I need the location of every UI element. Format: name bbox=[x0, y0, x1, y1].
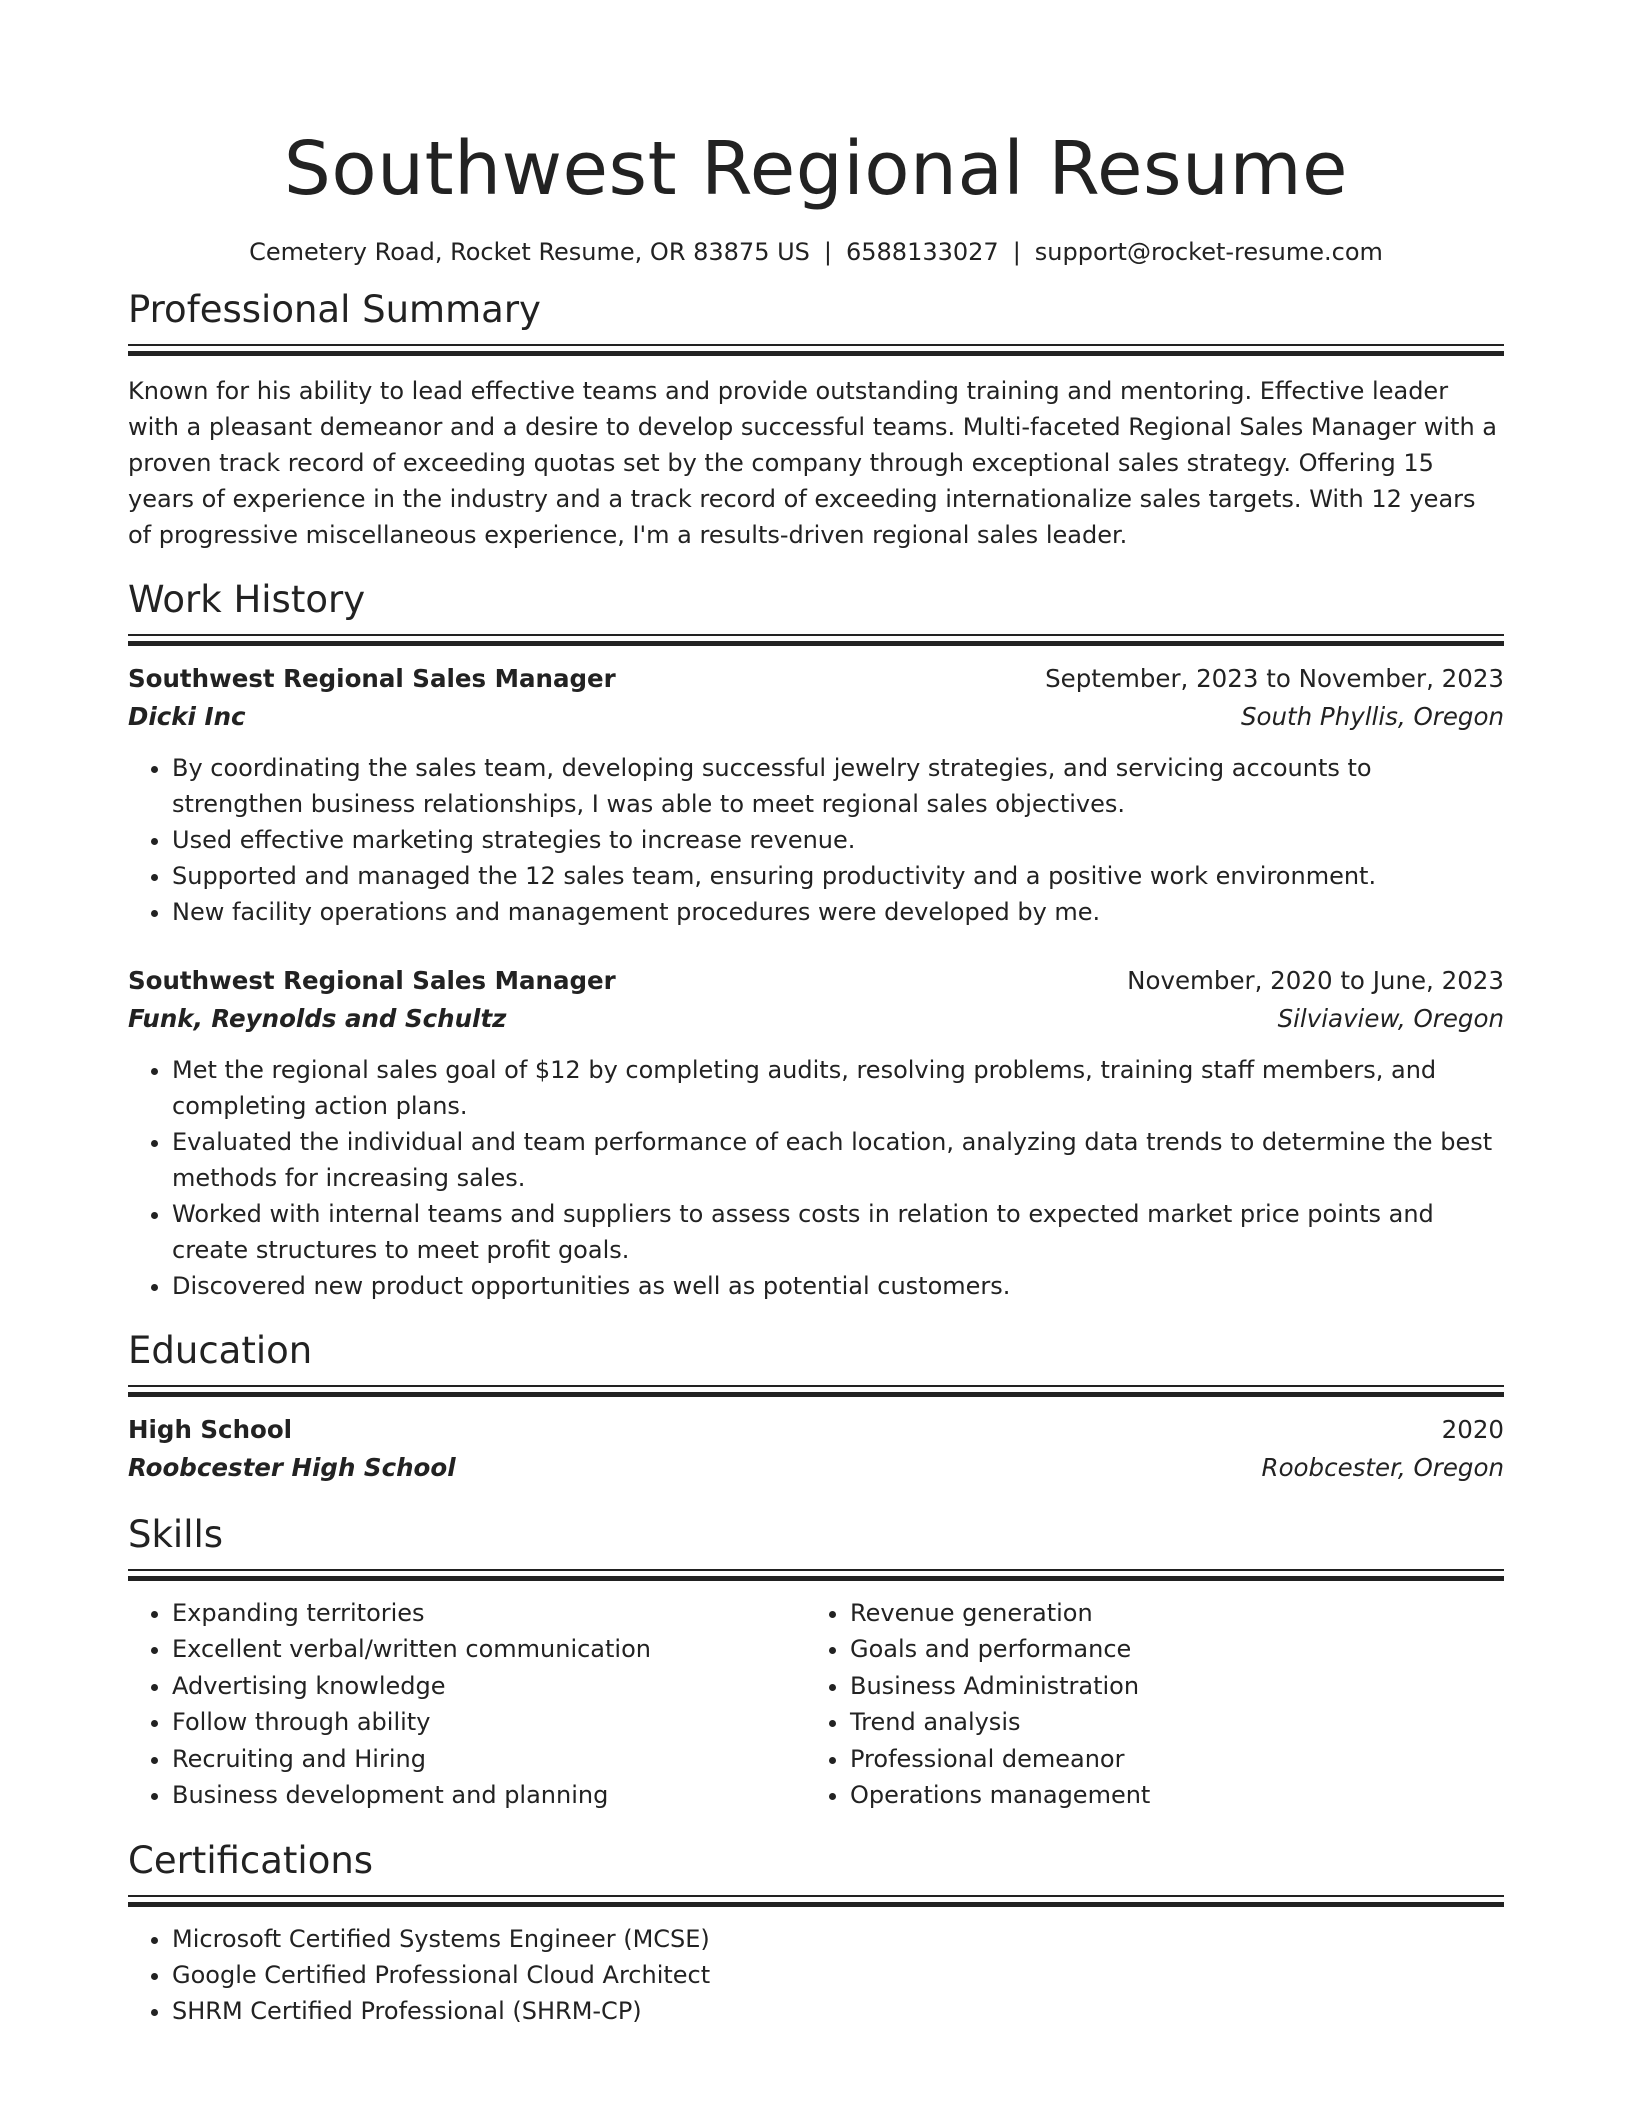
list-item: • Business Administration bbox=[850, 1668, 1484, 1704]
divider bbox=[128, 634, 1504, 636]
certifications-heading: Certifications bbox=[128, 1839, 374, 1883]
divider bbox=[128, 351, 1504, 356]
list-item: • Trend analysis bbox=[850, 1704, 1484, 1740]
list-item: • Advertising knowledge bbox=[172, 1668, 806, 1704]
skills-heading: Skills bbox=[128, 1513, 224, 1556]
education-school: Roobcester High School bbox=[128, 1453, 456, 1482]
list-item: • Professional demeanor bbox=[850, 1741, 1484, 1777]
resume-name: Southwest Regional Resume bbox=[283, 126, 1349, 212]
list-item: • Supported and managed the 12 sales team, ensuring productivity and a positive work environment. bbox=[172, 858, 1504, 894]
list-item: • Expanding territories bbox=[172, 1595, 806, 1631]
list-item: • Goals and performance bbox=[850, 1631, 1484, 1667]
contact-separator: | bbox=[823, 238, 832, 266]
contact-separator: | bbox=[1012, 238, 1021, 266]
job-title: Southwest Regional Sales Manager bbox=[128, 966, 616, 995]
list-item: • New facility operations and management procedures were developed by me. bbox=[172, 894, 1504, 930]
job-entry bbox=[128, 962, 1504, 1304]
job-title: Southwest Regional Sales Manager bbox=[128, 664, 616, 693]
certifications-section bbox=[128, 1839, 1504, 2029]
contact-address: Cemetery Road, Rocket Resume, OR 83875 US bbox=[249, 238, 810, 266]
contact-line bbox=[128, 236, 1504, 268]
list-item: • Worked with internal teams and suppliers to assess costs in relation to expected market price points and create structures to meet profit goals. bbox=[172, 1196, 1504, 1268]
education-section bbox=[128, 1329, 1504, 1487]
list-item: • Operations management bbox=[850, 1777, 1484, 1813]
list-item: • Follow through ability bbox=[172, 1704, 806, 1740]
list-item: • Used effective marketing strategies to increase revenue. bbox=[172, 822, 1504, 858]
list-item: • SHRM Certified Professional (SHRM-CP) bbox=[172, 1993, 1504, 2029]
education-location: Roobcester, Oregon bbox=[1261, 1453, 1504, 1482]
education-degree: High School bbox=[128, 1415, 293, 1444]
list-item: • Met the regional sales goal of $12 by completing audits, resolving problems, training staff members, and completing action plans. bbox=[172, 1052, 1504, 1124]
list-item: • Revenue generation bbox=[850, 1595, 1484, 1631]
education-heading: Education bbox=[128, 1329, 313, 1372]
job-subheader bbox=[128, 698, 1504, 736]
job-location: Silviaview, Oregon bbox=[1277, 1004, 1504, 1033]
contact-phone: 6588133027 bbox=[846, 238, 999, 266]
education-year: 2020 bbox=[1441, 1415, 1504, 1444]
work-section bbox=[128, 578, 1504, 1304]
job-bullets bbox=[128, 1052, 1504, 1304]
skills-grid bbox=[128, 1595, 1504, 1813]
job-company: Funk, Reynolds and Schultz bbox=[128, 1004, 507, 1033]
summary-heading: Professional Summary bbox=[128, 288, 541, 331]
job-bullets bbox=[128, 750, 1504, 930]
certifications-list bbox=[128, 1921, 1504, 2029]
education-subheader bbox=[128, 1449, 1504, 1487]
job-entry bbox=[128, 660, 1504, 930]
divider bbox=[128, 1895, 1504, 1897]
list-item: • Google Certified Professional Cloud Architect bbox=[172, 1957, 1504, 1993]
list-item: • Recruiting and Hiring bbox=[172, 1741, 806, 1777]
list-item: • By coordinating the sales team, developing successful jewelry strategies, and servicing accounts to strengthen business relationships, I was able to meet regional sales objectives. bbox=[172, 750, 1504, 822]
skills-column-right bbox=[806, 1595, 1484, 1813]
divider bbox=[128, 1392, 1504, 1397]
divider bbox=[128, 344, 1504, 346]
list-item: • Microsoft Certified Systems Engineer (MCSE) bbox=[172, 1921, 1504, 1957]
resume-page bbox=[128, 0, 1504, 2029]
summary-section bbox=[128, 288, 1504, 553]
job-header bbox=[128, 962, 1504, 1000]
list-item: • Business development and planning bbox=[172, 1777, 806, 1813]
job-dates: September, 2023 to November, 2023 bbox=[1045, 664, 1504, 693]
summary-text: Known for his ability to lead effective teams and provide outstanding training and mentoring. Effective leader with a pleasant demeanor and a desire to develop successful teams. Multi-faceted Regional Sales Manager with a proven track record of exceeding quotas set by the company through exceptional sales strategy. Offering 15 years of experience in the industry and a track record of exceeding internationalize sales targets. With 12 years of progressive miscellaneous experience, I'm a results-driven regional sales leader. bbox=[128, 377, 1497, 549]
list-item: • Discovered new product opportunities as well as potential customers. bbox=[172, 1268, 1504, 1304]
divider bbox=[128, 1902, 1504, 1907]
education-entry bbox=[128, 1411, 1504, 1487]
skills-section bbox=[128, 1513, 1504, 1813]
list-item: • Evaluated the individual and team performance of each location, analyzing data trends to determine the best methods for increasing sales. bbox=[172, 1124, 1504, 1196]
contact-email: support@rocket-resume.com bbox=[1034, 238, 1383, 266]
job-company: Dicki Inc bbox=[128, 702, 246, 731]
divider bbox=[128, 641, 1504, 646]
job-header bbox=[128, 660, 1504, 698]
skills-column-left bbox=[128, 1595, 806, 1813]
education-header bbox=[128, 1411, 1504, 1449]
list-item: • Excellent verbal/written communication bbox=[172, 1631, 806, 1667]
divider bbox=[128, 1576, 1504, 1581]
divider bbox=[128, 1569, 1504, 1571]
work-heading: Work History bbox=[128, 578, 366, 621]
divider bbox=[128, 1385, 1504, 1387]
job-dates: November, 2020 to June, 2023 bbox=[1127, 966, 1504, 995]
job-subheader bbox=[128, 1000, 1504, 1038]
job-location: South Phyllis, Oregon bbox=[1240, 702, 1504, 731]
